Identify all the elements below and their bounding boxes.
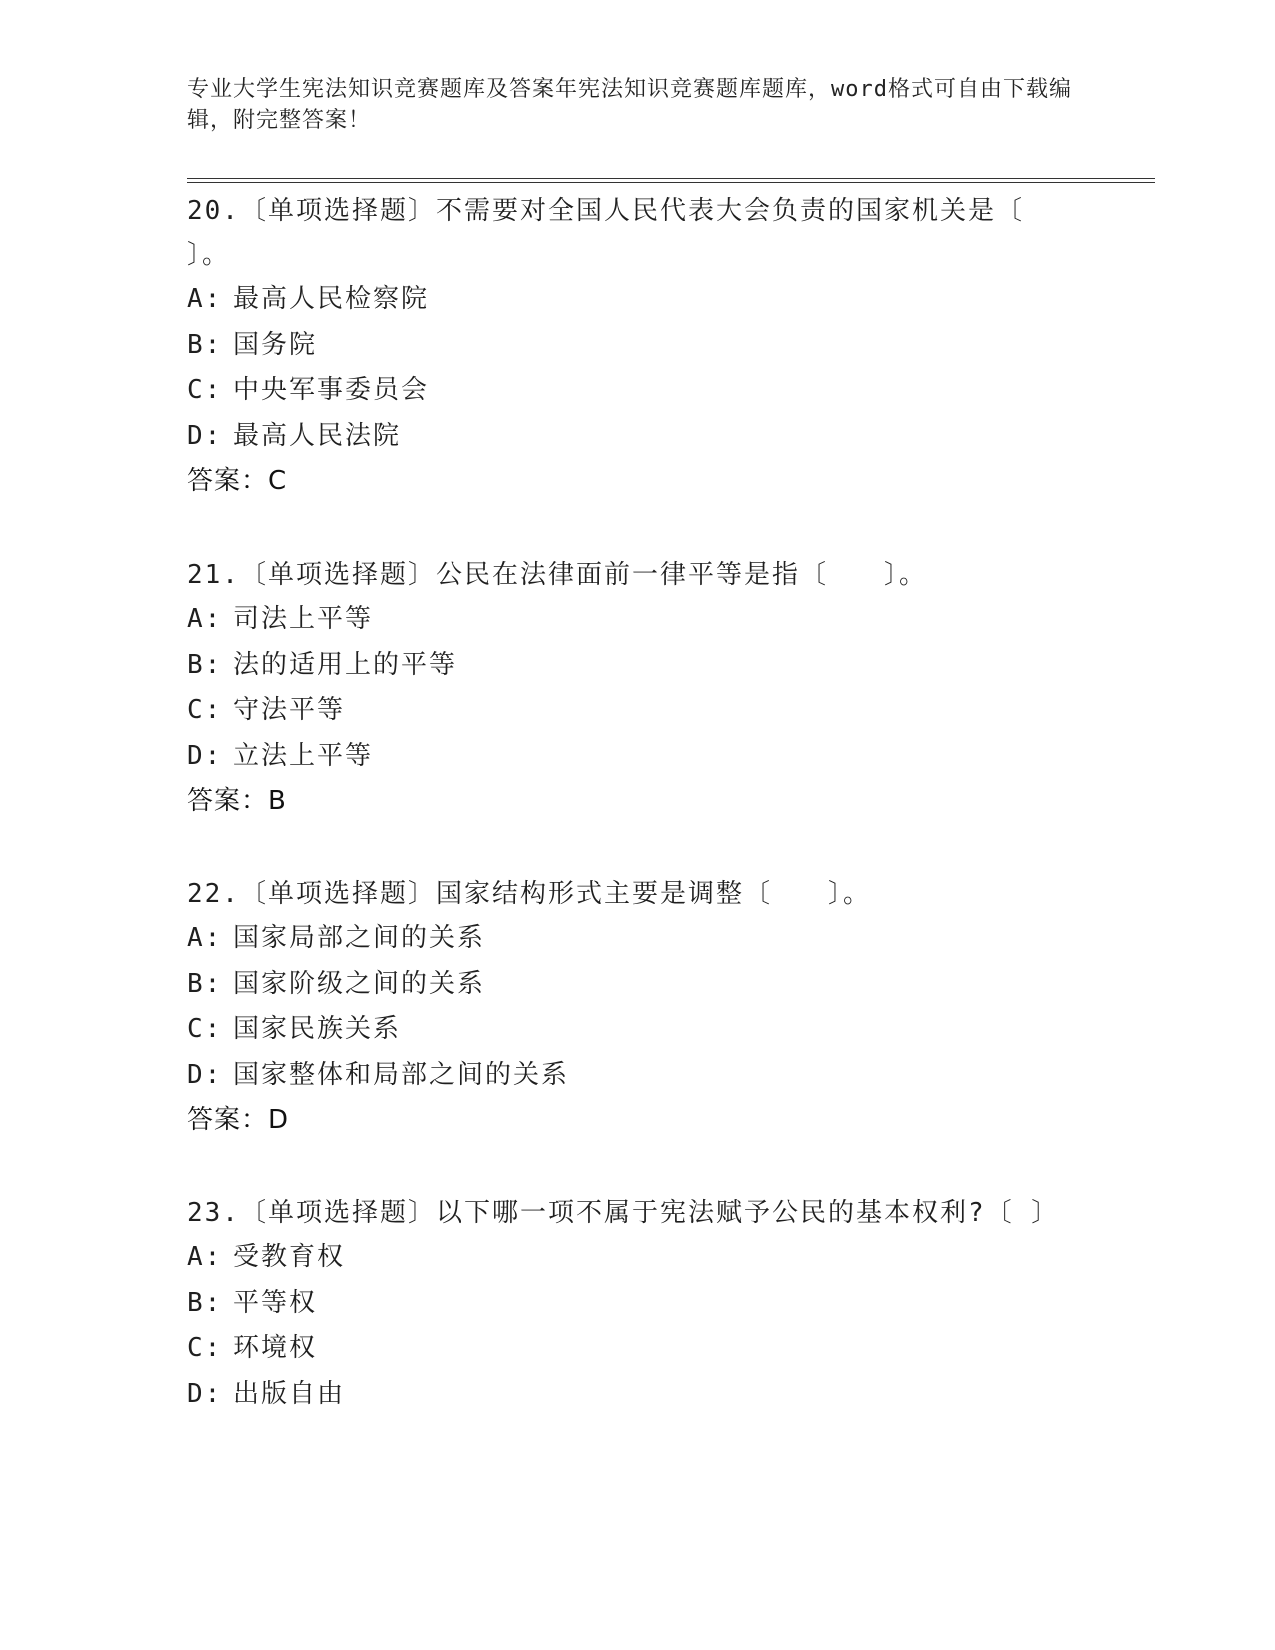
answer: 答案：C	[187, 466, 288, 496]
option-text: 最高人民法院	[233, 420, 402, 451]
option-b	[187, 962, 1067, 1008]
question-stem: 20.〔单项选择题〕不需要对全国人民代表大会负责的国家机关是〔 〕。	[187, 196, 1024, 270]
option-text: 中央军事委员会	[233, 375, 430, 405]
question-23	[187, 1191, 1067, 1417]
option-d	[187, 1053, 1067, 1099]
option-a	[187, 277, 1067, 323]
option-b	[187, 643, 1067, 689]
option-c	[187, 1007, 1067, 1053]
option-a	[187, 597, 1067, 643]
document-header: 专业大学生宪法知识竞赛题库及答案年宪法知识竞赛题库题库，word格式可自由下载编辑，附完整答案！	[187, 77, 1072, 133]
option-d	[187, 734, 1067, 780]
option-text: 守法平等	[233, 695, 346, 725]
question-stem: 22.〔单项选择题〕国家结构形式主要是调整〔 〕。	[187, 879, 871, 909]
question-20	[187, 189, 1067, 504]
option-text: 国家阶级之间的关系	[233, 968, 486, 999]
answer: 答案：D	[187, 1105, 290, 1135]
option-text: 司法上平等	[233, 604, 374, 634]
option-text: 环境权	[233, 1333, 318, 1363]
option-text: 法的适用上的平等	[233, 649, 458, 680]
question-21	[187, 553, 1067, 824]
option-a	[187, 1235, 1067, 1281]
option-label: C:	[187, 695, 223, 725]
option-label: C:	[187, 1014, 223, 1044]
option-text: 国家民族关系	[233, 1014, 402, 1044]
option-label: A:	[187, 923, 223, 953]
option-c	[187, 368, 1067, 414]
option-label: A:	[187, 1242, 223, 1272]
header-divider-bottom	[187, 182, 1155, 183]
option-text: 立法上平等	[233, 740, 374, 771]
option-text: 受教育权	[233, 1242, 346, 1272]
option-text: 国务院	[233, 329, 318, 360]
option-text: 平等权	[233, 1287, 318, 1318]
option-label: A:	[187, 604, 223, 634]
option-label: D:	[187, 420, 223, 451]
option-text: 国家局部之间的关系	[233, 923, 486, 953]
option-b	[187, 1281, 1067, 1327]
option-label: D:	[187, 1378, 223, 1409]
option-label: B:	[187, 1287, 223, 1318]
header-divider-top	[187, 178, 1155, 179]
option-label: B:	[187, 968, 223, 999]
option-label: D:	[187, 740, 223, 771]
option-label: B:	[187, 649, 223, 680]
option-a	[187, 916, 1067, 962]
option-text: 出版自由	[233, 1378, 346, 1409]
option-label: D:	[187, 1059, 223, 1090]
option-b	[187, 323, 1067, 369]
option-label: C:	[187, 375, 223, 405]
option-d	[187, 414, 1067, 460]
question-stem: 21.〔单项选择题〕公民在法律面前一律平等是指〔 〕。	[187, 560, 927, 590]
answer: 答案：B	[187, 786, 287, 816]
option-text: 最高人民检察院	[233, 284, 430, 314]
option-c	[187, 688, 1067, 734]
option-c	[187, 1326, 1067, 1372]
option-text: 国家整体和局部之间的关系	[233, 1059, 570, 1090]
question-22	[187, 872, 1067, 1143]
option-label: A:	[187, 284, 223, 314]
option-label: B:	[187, 329, 223, 360]
option-d	[187, 1372, 1067, 1418]
question-stem: 23.〔单项选择题〕以下哪一项不属于宪法赋予公民的基本权利?〔 〕	[187, 1198, 1060, 1228]
option-label: C:	[187, 1333, 223, 1363]
